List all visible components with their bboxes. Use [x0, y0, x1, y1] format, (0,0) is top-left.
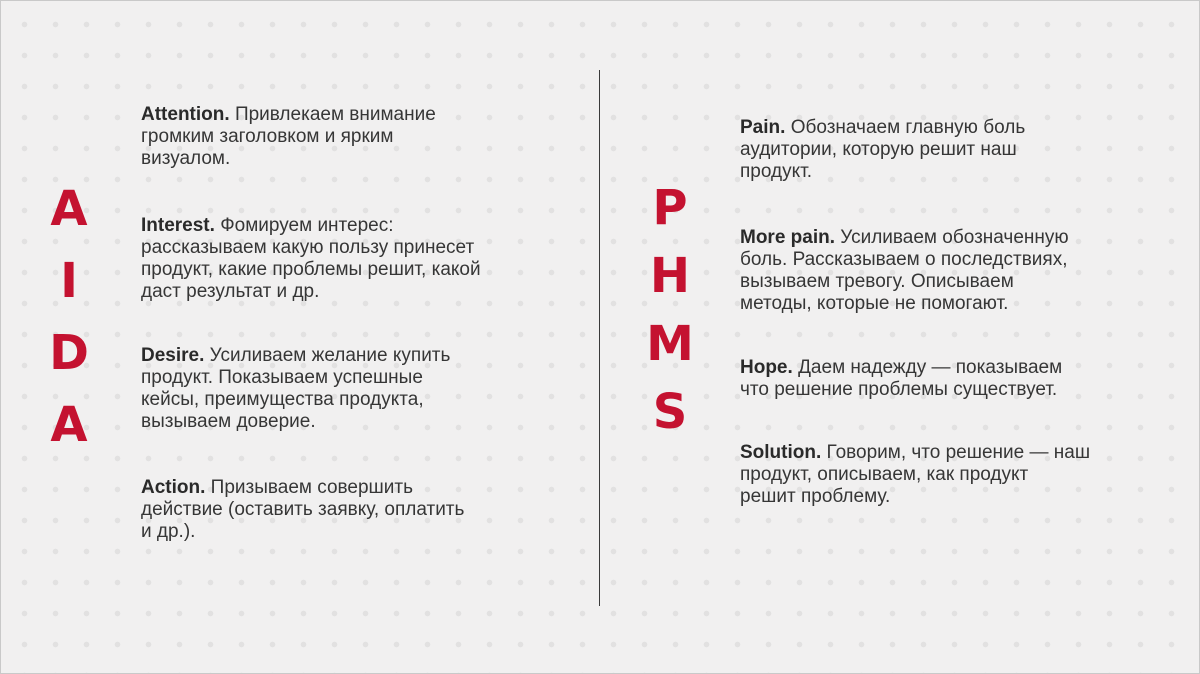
- phms-hope-term: Hope.: [740, 357, 793, 378]
- aida-letter-i: I: [60, 253, 78, 309]
- text-line: аудитории, которую решит наш: [740, 139, 1017, 160]
- text-line: продукт.: [740, 161, 812, 182]
- text-line: кейсы, преимущества продукта,: [141, 389, 424, 410]
- text-line: Усиливаем обозначенную: [840, 227, 1069, 248]
- phms-letter-m: M: [646, 316, 694, 372]
- text-line: вызываем тревогу. Описываем: [740, 271, 1014, 292]
- phms-pain-term: Pain.: [740, 117, 786, 138]
- phms-acronym: [642, 180, 698, 440]
- text-line: Призываем совершить: [210, 477, 413, 498]
- aida-desire-block: [141, 345, 521, 433]
- aida-desire-term: Desire.: [141, 345, 205, 366]
- text-line: что решение проблемы существует.: [740, 379, 1058, 400]
- text-line: Говорим, что решение — наш: [826, 442, 1091, 463]
- phms-letter-h: H: [649, 248, 691, 304]
- phms-pain-block: [740, 117, 1120, 183]
- text-line: действие (оставить заявку, оплатить: [141, 499, 465, 520]
- text-line: методы, которые не помогают.: [740, 293, 1009, 314]
- text-line: визуалом.: [141, 148, 231, 169]
- aida-letter-a2: A: [50, 397, 88, 453]
- aida-letter-d: D: [49, 325, 89, 381]
- text-line: Усиливаем желание купить: [209, 345, 451, 366]
- text-line: боль. Рассказываем о последствиях,: [740, 249, 1068, 270]
- text-line: продукт, описываем, как продукт: [740, 464, 1029, 485]
- phms-solution-block: [740, 442, 1160, 508]
- aida-letter-a: A: [50, 181, 88, 237]
- aida-interest-term: Interest.: [141, 215, 215, 236]
- text-line: Обозначаем главную боль: [790, 117, 1026, 138]
- phms-solution-term: Solution.: [740, 442, 822, 463]
- aida-action-term: Action.: [141, 477, 206, 498]
- text-line: решит проблему.: [740, 486, 891, 507]
- text-line: даст результат и др.: [141, 281, 320, 302]
- text-line: Фомируем интерес:: [220, 215, 394, 236]
- text-line: рассказываем какую пользу принесет: [141, 237, 475, 258]
- aida-attention-block: [141, 104, 521, 170]
- phms-hope-block: [740, 357, 1140, 401]
- phms-more-pain-term: More pain.: [740, 227, 836, 248]
- text-line: Привлекаем внимание: [234, 104, 436, 125]
- aida-interest-block: [141, 215, 541, 303]
- aida-attention-term: Attention.: [141, 104, 230, 125]
- text-line: вызываем доверие.: [141, 411, 316, 432]
- text-line: и др.).: [141, 521, 196, 542]
- center-divider: [599, 70, 600, 606]
- text-line: Даем надежду — показываем: [798, 357, 1063, 378]
- aida-acronym: [44, 181, 94, 453]
- phms-letter-s: S: [652, 384, 688, 440]
- text-line: громким заголовком и ярким: [141, 126, 394, 147]
- phms-more-pain-block: [740, 227, 1140, 315]
- text-line: продукт, какие проблемы решит, какой: [141, 259, 481, 280]
- aida-action-block: [141, 477, 521, 543]
- phms-letter-p: P: [652, 180, 688, 236]
- text-line: продукт. Показываем успешные: [141, 367, 423, 388]
